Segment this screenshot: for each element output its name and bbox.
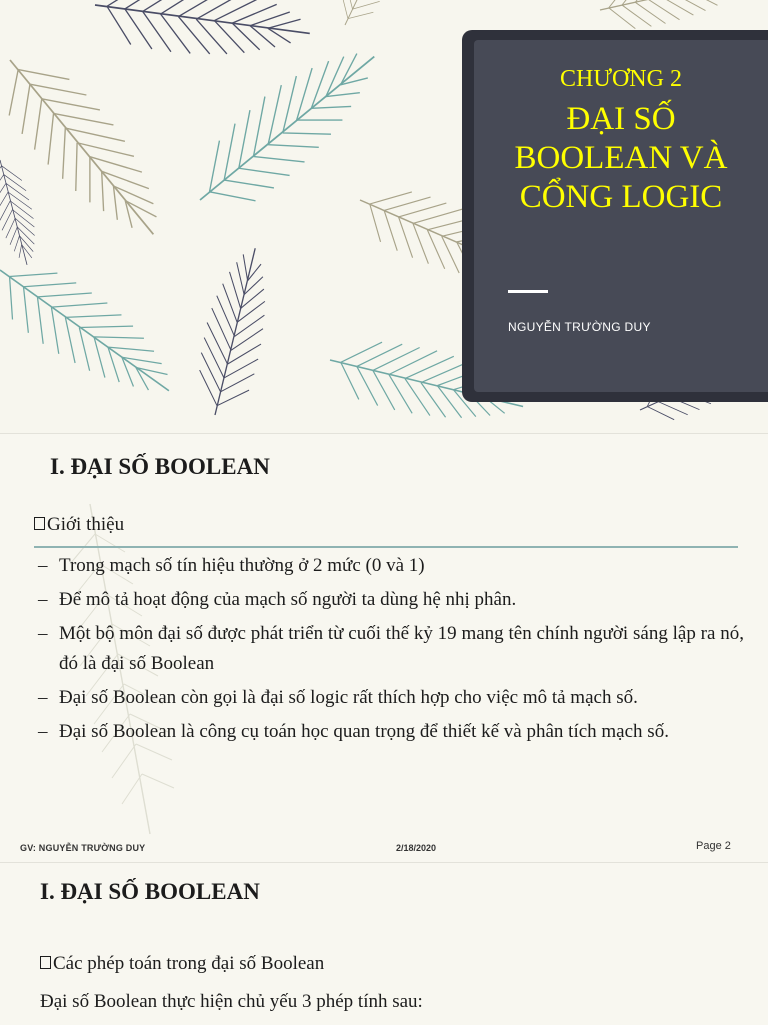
- title-slide: [0, 0, 768, 433]
- author-name: NGUYỄN TRƯỜNG DUY: [508, 320, 651, 334]
- dash-bullet-icon: –: [38, 721, 48, 742]
- subheading-text: Các phép toán trong đại số Boolean: [53, 953, 325, 974]
- list-item: – Đại số Boolean là công cụ toán học quan trọng để thiết kế và phân tích mạch số.: [34, 717, 744, 747]
- footer-teacher: GV: NGUYỄN TRƯỜNG DUY: [20, 843, 146, 853]
- subheading-text: Giới thiệu: [47, 514, 125, 535]
- feather-navy-1: [89, 0, 316, 80]
- list-item: – Một bộ môn đại số được phát triển từ cuối thế kỷ 19 mang tên chính người sáng lập ra nó, đó là đại số Boolean: [34, 619, 744, 679]
- feather-olive-2: [322, 0, 424, 34]
- subheading: [34, 514, 124, 536]
- feather-navy-4: [0, 156, 41, 269]
- section-title: I. ĐẠI SỐ BOOLEAN: [40, 879, 260, 904]
- checkbox-bullet-icon: [40, 956, 51, 969]
- footer-date: 2/18/2020: [396, 843, 437, 853]
- content-slide-operations: [0, 862, 768, 1025]
- title-line-3: CỔNG LOGIC: [519, 179, 723, 215]
- checkbox-bullet-icon: [34, 517, 45, 530]
- feather-teal-2: [0, 237, 187, 426]
- section-title: I. ĐẠI SỐ BOOLEAN: [50, 454, 270, 479]
- feather-teal-1: [173, 32, 403, 227]
- footer-page-number: Page 2: [696, 840, 731, 852]
- bullet-list: [34, 551, 744, 751]
- dash-bullet-icon: –: [38, 687, 48, 708]
- feather-olive-4: [595, 0, 763, 33]
- dash-bullet-icon: –: [38, 589, 48, 610]
- slide-title: [474, 100, 768, 217]
- body-text: Đại số Boolean thực hiện chủ yếu 3 phép tính sau:: [40, 991, 423, 1012]
- list-item: – Đại số Boolean còn gọi là đại số logic rất thích hợp cho việc mô tả mạch số.: [34, 683, 744, 713]
- feather-navy-2: [181, 241, 292, 422]
- content-slide-intro: [0, 433, 768, 862]
- heading-rule: [34, 546, 738, 548]
- dash-bullet-icon: –: [38, 623, 48, 644]
- chapter-label: CHƯƠNG 2: [560, 66, 682, 92]
- list-item: – Trong mạch số tín hiệu thường ở 2 mức (0 và 1): [34, 551, 744, 581]
- subheading: [40, 953, 324, 975]
- title-line-1: ĐẠI SỐ: [566, 101, 676, 137]
- title-divider: [508, 290, 548, 293]
- list-item: – Để mô tả hoạt động của mạch số người ta dùng hệ nhị phân.: [34, 585, 744, 615]
- dash-bullet-icon: –: [38, 555, 48, 576]
- title-line-2: BOOLEAN VÀ: [514, 140, 728, 176]
